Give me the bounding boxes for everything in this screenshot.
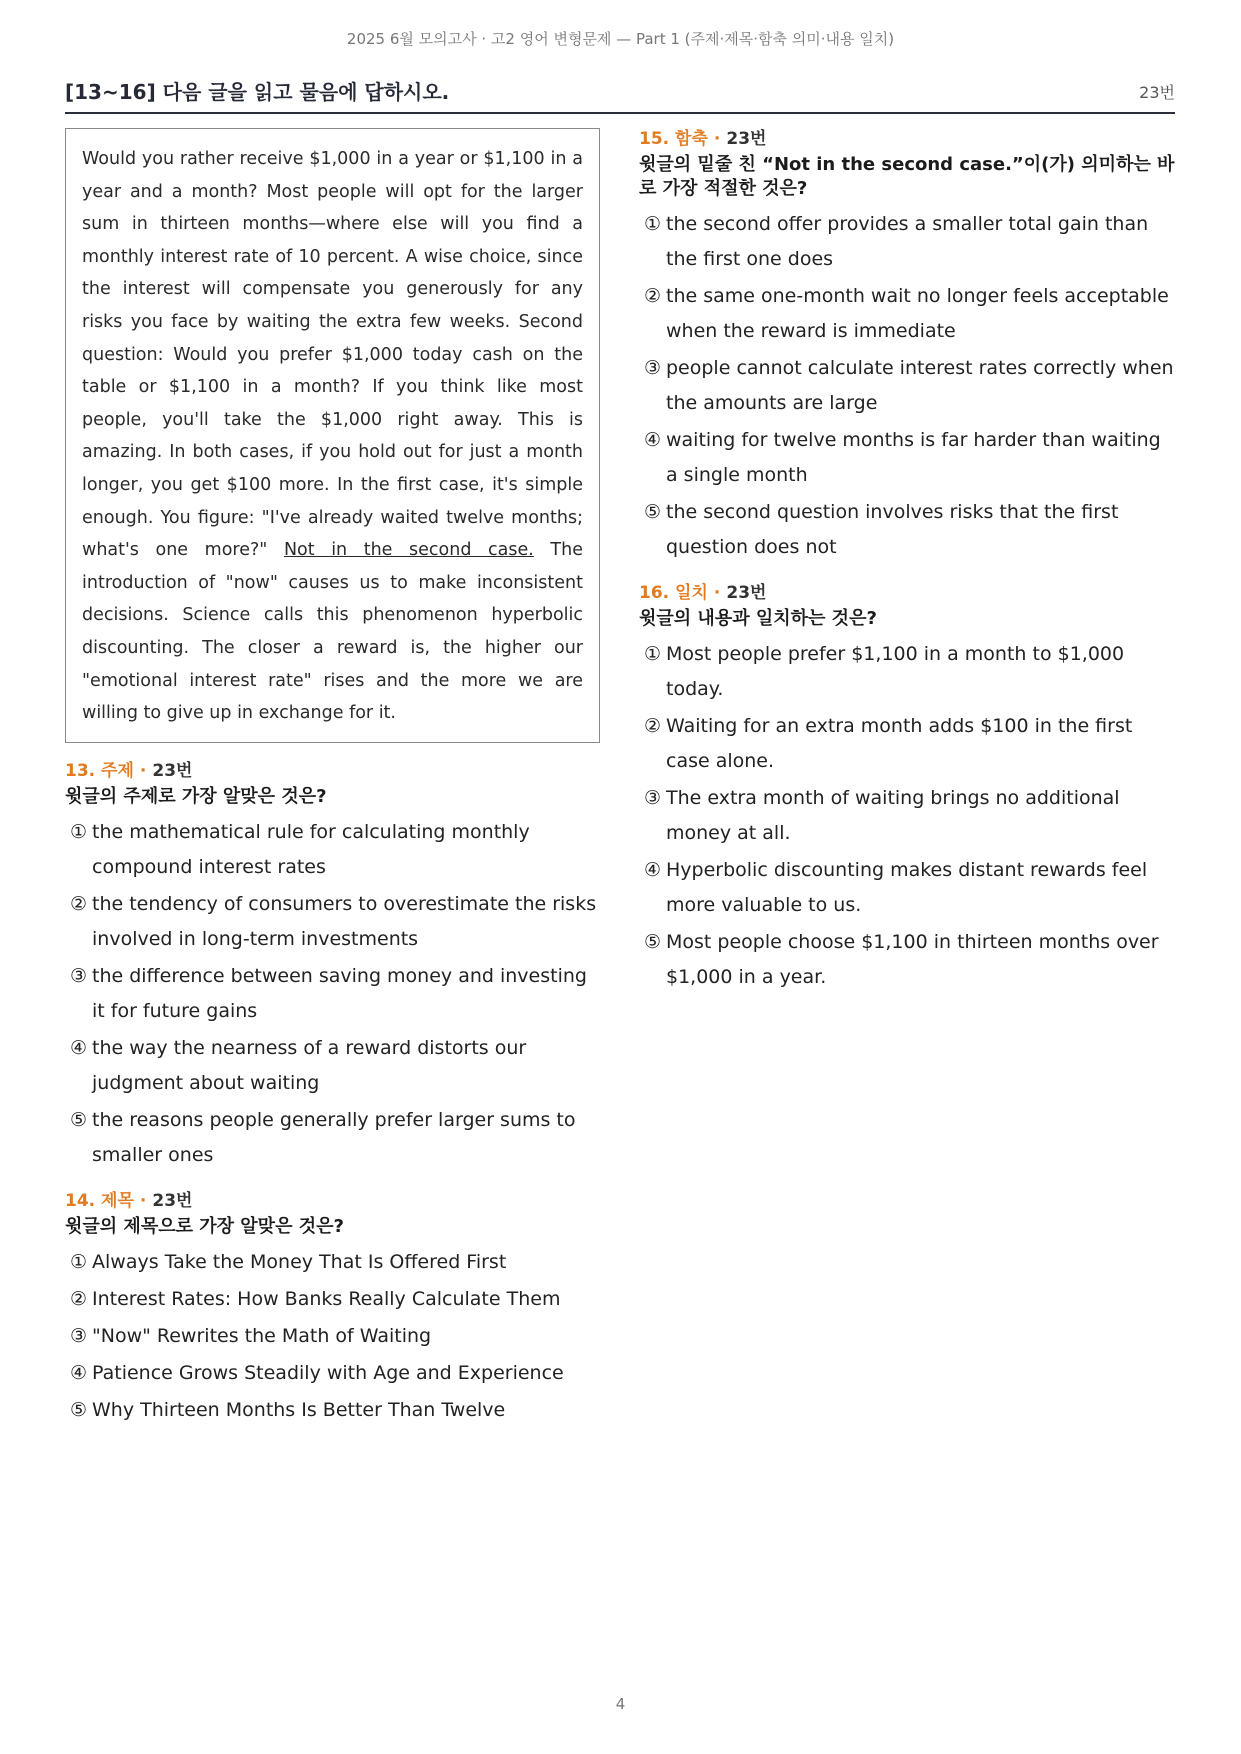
option-text: the difference between saving money and investing it for future gains [92, 964, 587, 1022]
answer-option[interactable] [639, 495, 1175, 565]
option-text: Patience Grows Steadily with Age and Experience [92, 1361, 564, 1384]
option-marker: ⑤ [644, 931, 662, 953]
option-marker: ② [70, 1287, 88, 1310]
option-marker: ① [644, 643, 662, 665]
answer-option[interactable] [65, 1356, 600, 1391]
option-marker: ③ [70, 964, 88, 987]
answer-option[interactable] [65, 815, 600, 885]
question-16 [639, 581, 1175, 995]
option-marker: ① [644, 213, 662, 235]
option-text: the second question involves risks that the first question does not [666, 501, 1119, 558]
option-marker: ④ [70, 1361, 88, 1384]
option-marker: ④ [70, 1036, 88, 1059]
option-marker: ② [70, 892, 88, 915]
answer-option[interactable] [639, 351, 1175, 421]
option-text: people cannot calculate interest rates correctly when the amounts are large [666, 357, 1174, 414]
question-15 [639, 127, 1175, 565]
option-marker: ① [70, 820, 88, 843]
question-13 [65, 759, 600, 1173]
question-number: 15. 함축 [639, 129, 708, 149]
right-column [639, 127, 1175, 997]
option-text: the reasons people generally prefer larger sums to smaller ones [92, 1108, 576, 1166]
question-source: 23번 [152, 1190, 193, 1211]
left-column [65, 128, 600, 1430]
question-number: 14. 제목 [65, 1190, 134, 1211]
answer-option[interactable] [65, 1282, 600, 1317]
answer-option[interactable] [639, 423, 1175, 493]
option-text: the way the nearness of a reward distorts our judgment about waiting [92, 1036, 527, 1094]
reading-passage [65, 128, 600, 743]
question-label [65, 759, 600, 783]
answer-option[interactable] [65, 1393, 600, 1428]
answer-option[interactable] [65, 887, 600, 957]
question-label [65, 1189, 600, 1213]
option-marker: ③ [644, 787, 662, 809]
option-text: Interest Rates: How Banks Really Calculate Them [92, 1287, 561, 1310]
separator-dot: · [139, 760, 147, 781]
answer-option[interactable] [639, 207, 1175, 277]
passage-text-after: The introduction of "now" causes us to make inconsistent decisions. Science calls this phenomenon hyperbolic discounting. The closer a reward is, the higher our "emotional interest rate" rises and the more we are willing to give up in exchange for it. [82, 540, 583, 724]
answer-option[interactable] [639, 853, 1175, 923]
question-source: 23번 [726, 583, 767, 603]
option-text: "Now" Rewrites the Math of Waiting [92, 1324, 432, 1347]
option-marker: ④ [644, 859, 662, 881]
answer-option[interactable] [639, 781, 1175, 851]
passage-text-before: Would you rather receive $1,000 in a year or $1,100 in a year and a month? Most people will opt for the larger sum in thirteen months—where else will you find a monthly interest rate of 10 percent. A wise choice, since the interest will compensate you generously for any risks you face by waiting the extra few weeks. Second question: Would you prefer $1,000 today cash on the table or $1,100 in a month? If you think like most people, you'll take the $1,000 right away. This is amazing. In both cases, if you hold out for just a month longer, you get $100 more. In the first case, it's simple enough. You figure: "I've already waited twelve months; what's one more?" [82, 149, 583, 561]
question-number: 13. 주제 [65, 760, 134, 781]
question-source: 23번 [152, 760, 193, 781]
answer-option[interactable] [65, 1031, 600, 1101]
option-text: waiting for twelve months is far harder than waiting a single month [666, 429, 1161, 486]
option-text: the tendency of consumers to overestimate the risks involved in long-term investments [92, 892, 597, 950]
option-marker: ② [644, 715, 662, 737]
answer-option[interactable] [65, 1245, 600, 1280]
option-marker: ③ [70, 1324, 88, 1347]
section-header [65, 76, 1175, 114]
option-text: Most people choose $1,100 in thirteen months over $1,000 in a year. [666, 931, 1159, 988]
option-text: Why Thirteen Months Is Better Than Twelve [92, 1398, 506, 1421]
question-number: 16. 일치 [639, 583, 708, 603]
option-marker: ⑤ [70, 1398, 88, 1421]
option-text: the same one-month wait no longer feels acceptable when the reward is immediate [666, 285, 1169, 342]
question-14 [65, 1189, 600, 1428]
answer-options [65, 815, 600, 1173]
answer-options [639, 637, 1175, 995]
answer-option[interactable] [65, 1103, 600, 1173]
option-text: the mathematical rule for calculating monthly compound interest rates [92, 820, 530, 878]
option-marker: ③ [644, 357, 662, 379]
option-text: The extra month of waiting brings no additional money at all. [666, 787, 1120, 844]
option-text: Always Take the Money That Is Offered First [92, 1250, 507, 1273]
option-text: Hyperbolic discounting makes distant rewards feel more valuable to us. [666, 859, 1148, 916]
answer-option[interactable] [65, 959, 600, 1029]
question-prompt: 윗글의 주제로 가장 알맞은 것은? [65, 785, 327, 807]
running-header: 2025 6월 모의고사 · 고2 영어 변형문제 — Part 1 (주제·제목·함축 의미·내용 일치) [346, 30, 895, 48]
option-text: Waiting for an extra month adds $100 in the first case alone. [666, 715, 1133, 772]
option-marker: ⑤ [70, 1108, 88, 1131]
question-prompt: 윗글의 밑줄 친 “Not in the second case.”이(가) 의미하는 바로 가장 적절한 것은? [639, 154, 1175, 199]
separator-dot: · [139, 1190, 147, 1211]
section-question-number: 23번 [1139, 83, 1175, 102]
separator-dot: · [713, 583, 721, 603]
option-marker: ⑤ [644, 501, 662, 523]
answer-options [65, 1245, 600, 1428]
answer-option[interactable] [65, 1319, 600, 1354]
option-text: Most people prefer $1,100 in a month to $1,000 today. [666, 643, 1125, 700]
answer-options [639, 207, 1175, 565]
option-marker: ① [70, 1250, 88, 1273]
option-marker: ④ [644, 429, 662, 451]
question-label [639, 127, 1175, 151]
question-label [639, 581, 1175, 605]
question-prompt: 윗글의 제목으로 가장 알맞은 것은? [65, 1215, 344, 1237]
answer-option[interactable] [639, 709, 1175, 779]
underlined-phrase: Not in the second case. [283, 540, 534, 561]
option-text: the second offer provides a smaller total gain than the first one does [666, 213, 1149, 270]
separator-dot: · [713, 129, 721, 149]
question-source: 23번 [726, 129, 767, 149]
answer-option[interactable] [639, 279, 1175, 349]
answer-option[interactable] [639, 925, 1175, 995]
answer-option[interactable] [639, 637, 1175, 707]
page-number: 4 [615, 1695, 626, 1713]
option-marker: ② [644, 285, 662, 307]
question-prompt: 윗글의 내용과 일치하는 것은? [639, 608, 877, 629]
section-title: [13~16] 다음 글을 읽고 물음에 답하시오. [65, 80, 450, 104]
